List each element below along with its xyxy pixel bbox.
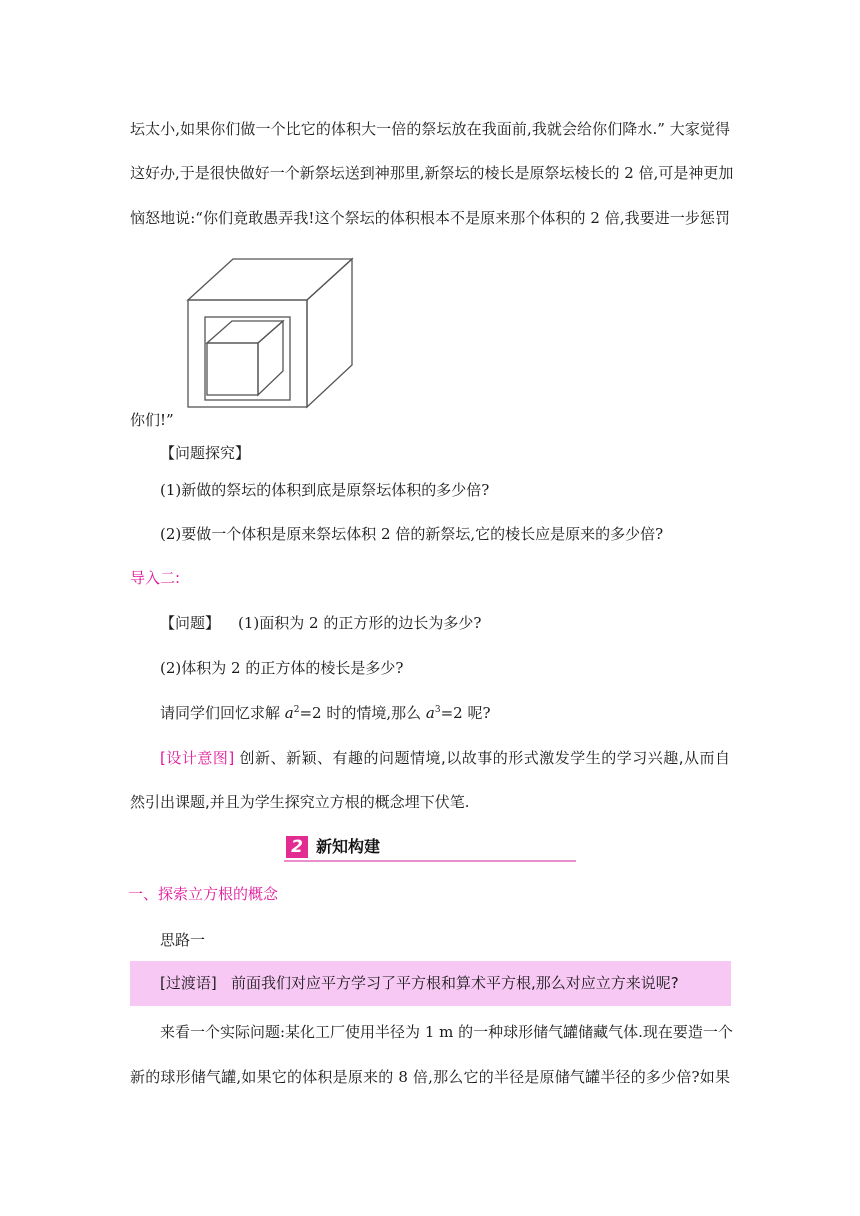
section-number-badge: 2 — [286, 836, 308, 858]
paragraph-line: 新的球形储气罐,如果它的体积是原来的 8 倍,那么它的半径是原储气罐半径的多少倍?如果 — [130, 1068, 730, 1086]
part-heading: 一、探索立方根的概念 — [128, 885, 279, 903]
intro2-problem — [130, 613, 730, 633]
paragraph-line: 你们!” — [130, 411, 174, 429]
intro2-heading: 导入二: — [130, 569, 181, 587]
section-banner — [284, 834, 576, 862]
transition-text: [过渡语] 前面我们对应平方学习了平方根和算术平方根,那么对应立方来说呢? — [160, 974, 679, 992]
problem-question-1: (1)面积为 2 的正方形的边长为多少? — [238, 614, 482, 632]
section-title: 新知构建 — [316, 837, 381, 856]
explore-question-2: (2)要做一个体积是原来祭坛体积 2 倍的新祭坛,它的棱长应是原来的多少倍? — [160, 525, 664, 543]
section-rule — [284, 860, 576, 862]
problem-question-2: (2)体积为 2 的正方体的棱长是多少? — [160, 659, 404, 677]
paragraph-line: 这好办,于是很快做好一个新祭坛送到神那里,新祭坛的棱长是原祭坛棱长的 2 倍,可是神更加 — [130, 164, 734, 182]
paragraph-line: 恼怒地说:“你们竟敢愚弄我!这个祭坛的体积根本不是原来那个体积的 2 倍,我要进一步惩罚 — [130, 209, 730, 227]
design-intent-line: 然引出课题,并且为学生探究立方根的概念埋下伏笔. — [130, 793, 470, 811]
explore-heading: 【问题探究】 — [160, 444, 251, 462]
design-intent-line: [设计意图] 创新、新颖、有趣的问题情境,以故事的形式激发学生的学习兴趣,从而自 — [160, 749, 730, 767]
paragraph-line: 来看一个实际问题:某化工厂使用半径为 1 m 的一种球形储气罐储藏气体.现在要造一个 — [160, 1023, 733, 1041]
problem-label: 【问题】 — [160, 614, 221, 632]
idea-label: 思路一 — [160, 931, 206, 949]
recall-line: 请同学们回忆求解 $a^2=2$ 时的情境,那么 $a^3=2$ 呢? — [160, 704, 491, 722]
nested-cube-figure — [185, 255, 370, 415]
design-label: [设计意图] — [160, 749, 235, 767]
paragraph-line: 坛太小,如果你们做一个比它的体积大一倍的祭坛放在我面前,我就会给你们降水.” 大家觉得 — [130, 120, 730, 138]
explore-question-1: (1)新做的祭坛的体积到底是原祭坛体积的多少倍? — [160, 481, 490, 499]
transition-box — [130, 961, 731, 1006]
